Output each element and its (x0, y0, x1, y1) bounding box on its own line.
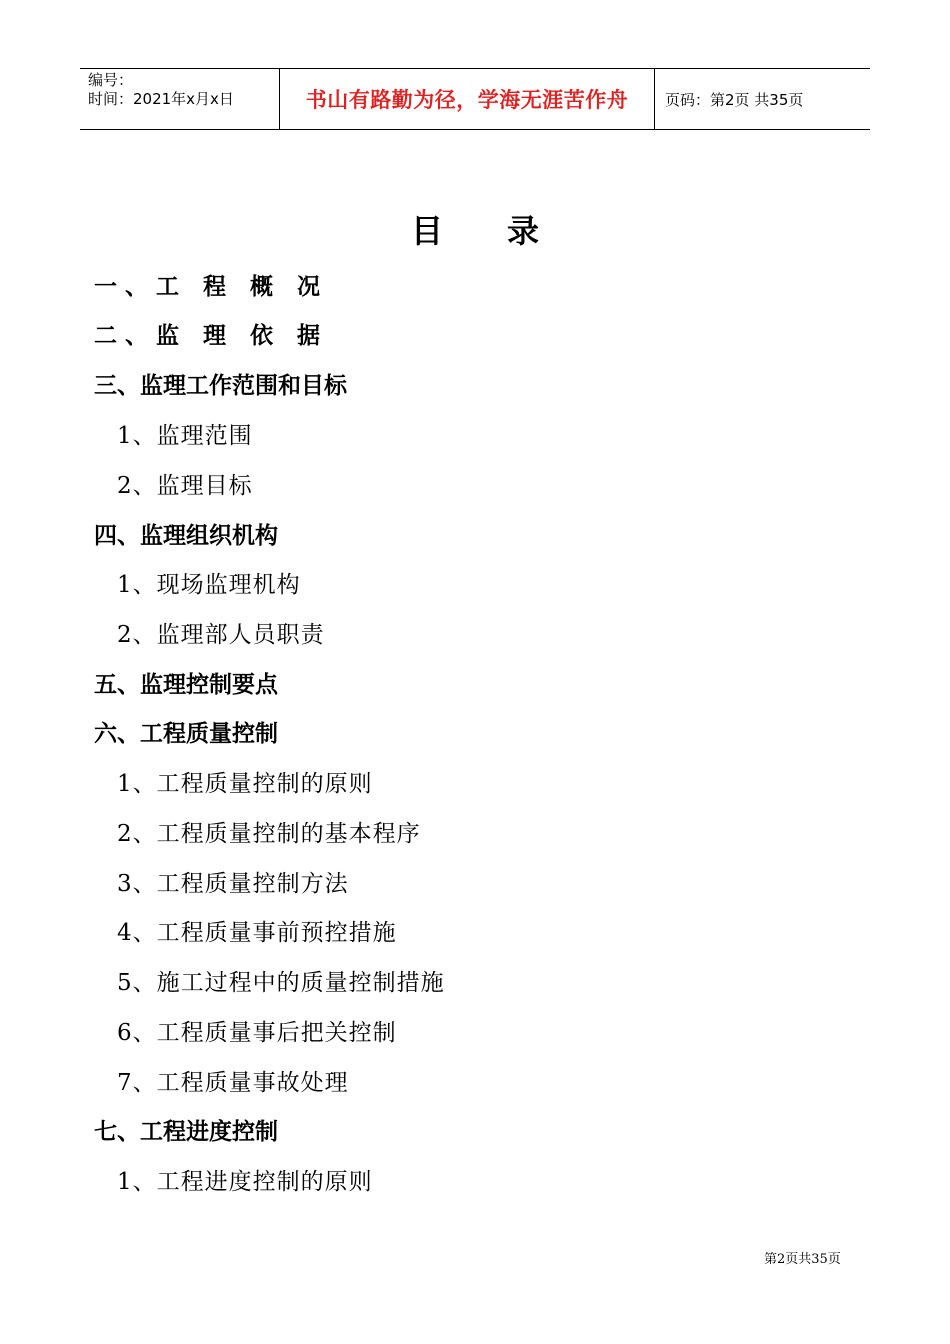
toc-subitem[interactable]: 1、现场监理机构 (117, 572, 301, 598)
header-motto: 书山有路勤为径，学海无涯苦作舟 (280, 69, 655, 129)
toc-item[interactable]: 六、工程质量控制 (94, 721, 278, 747)
toc-subitem[interactable]: 1、工程进度控制的原则 (117, 1169, 373, 1195)
page-header (80, 68, 870, 130)
toc-subitem[interactable]: 1、工程质量控制的原则 (117, 771, 373, 797)
toc-title-char-2: 录 (507, 212, 540, 250)
toc-item[interactable]: 五、监理控制要点 (94, 672, 278, 698)
toc-subitem[interactable]: 6、工程质量事后把关控制 (117, 1020, 397, 1046)
toc-title-char-1: 目 (410, 212, 443, 250)
toc-item[interactable]: 三、监理工作范围和目标 (94, 373, 347, 399)
toc-subitem[interactable]: 2、监理目标 (117, 473, 253, 499)
toc-item[interactable]: 一、工 程 概 况 (94, 274, 329, 300)
header-page-number: 页码：第2页 共35页 (665, 90, 804, 109)
toc-item[interactable]: 四、监理组织机构 (94, 523, 278, 549)
toc-subitem[interactable]: 5、施工过程中的质量控制措施 (117, 970, 445, 996)
toc-subitem[interactable]: 7、工程质量事故处理 (117, 1070, 349, 1096)
toc-subitem[interactable]: 4、工程质量事前预控措施 (117, 920, 397, 946)
header-meta (80, 69, 280, 129)
toc-subitem[interactable]: 1、监理范围 (117, 423, 253, 449)
toc-title (0, 206, 950, 252)
time-label: 时间：2021年x月x日 (88, 90, 234, 108)
page-footer: 第2页共35页 (764, 1252, 841, 1267)
toc-item[interactable]: 二、监 理 依 据 (94, 323, 329, 349)
toc-subitem[interactable]: 2、工程质量控制的基本程序 (117, 821, 421, 847)
toc-subitem[interactable]: 2、监理部人员职责 (117, 622, 325, 648)
toc-item[interactable]: 七、工程进度控制 (94, 1119, 278, 1145)
toc-subitem[interactable]: 3、工程质量控制方法 (117, 871, 349, 897)
number-label: 编号： (88, 71, 134, 89)
